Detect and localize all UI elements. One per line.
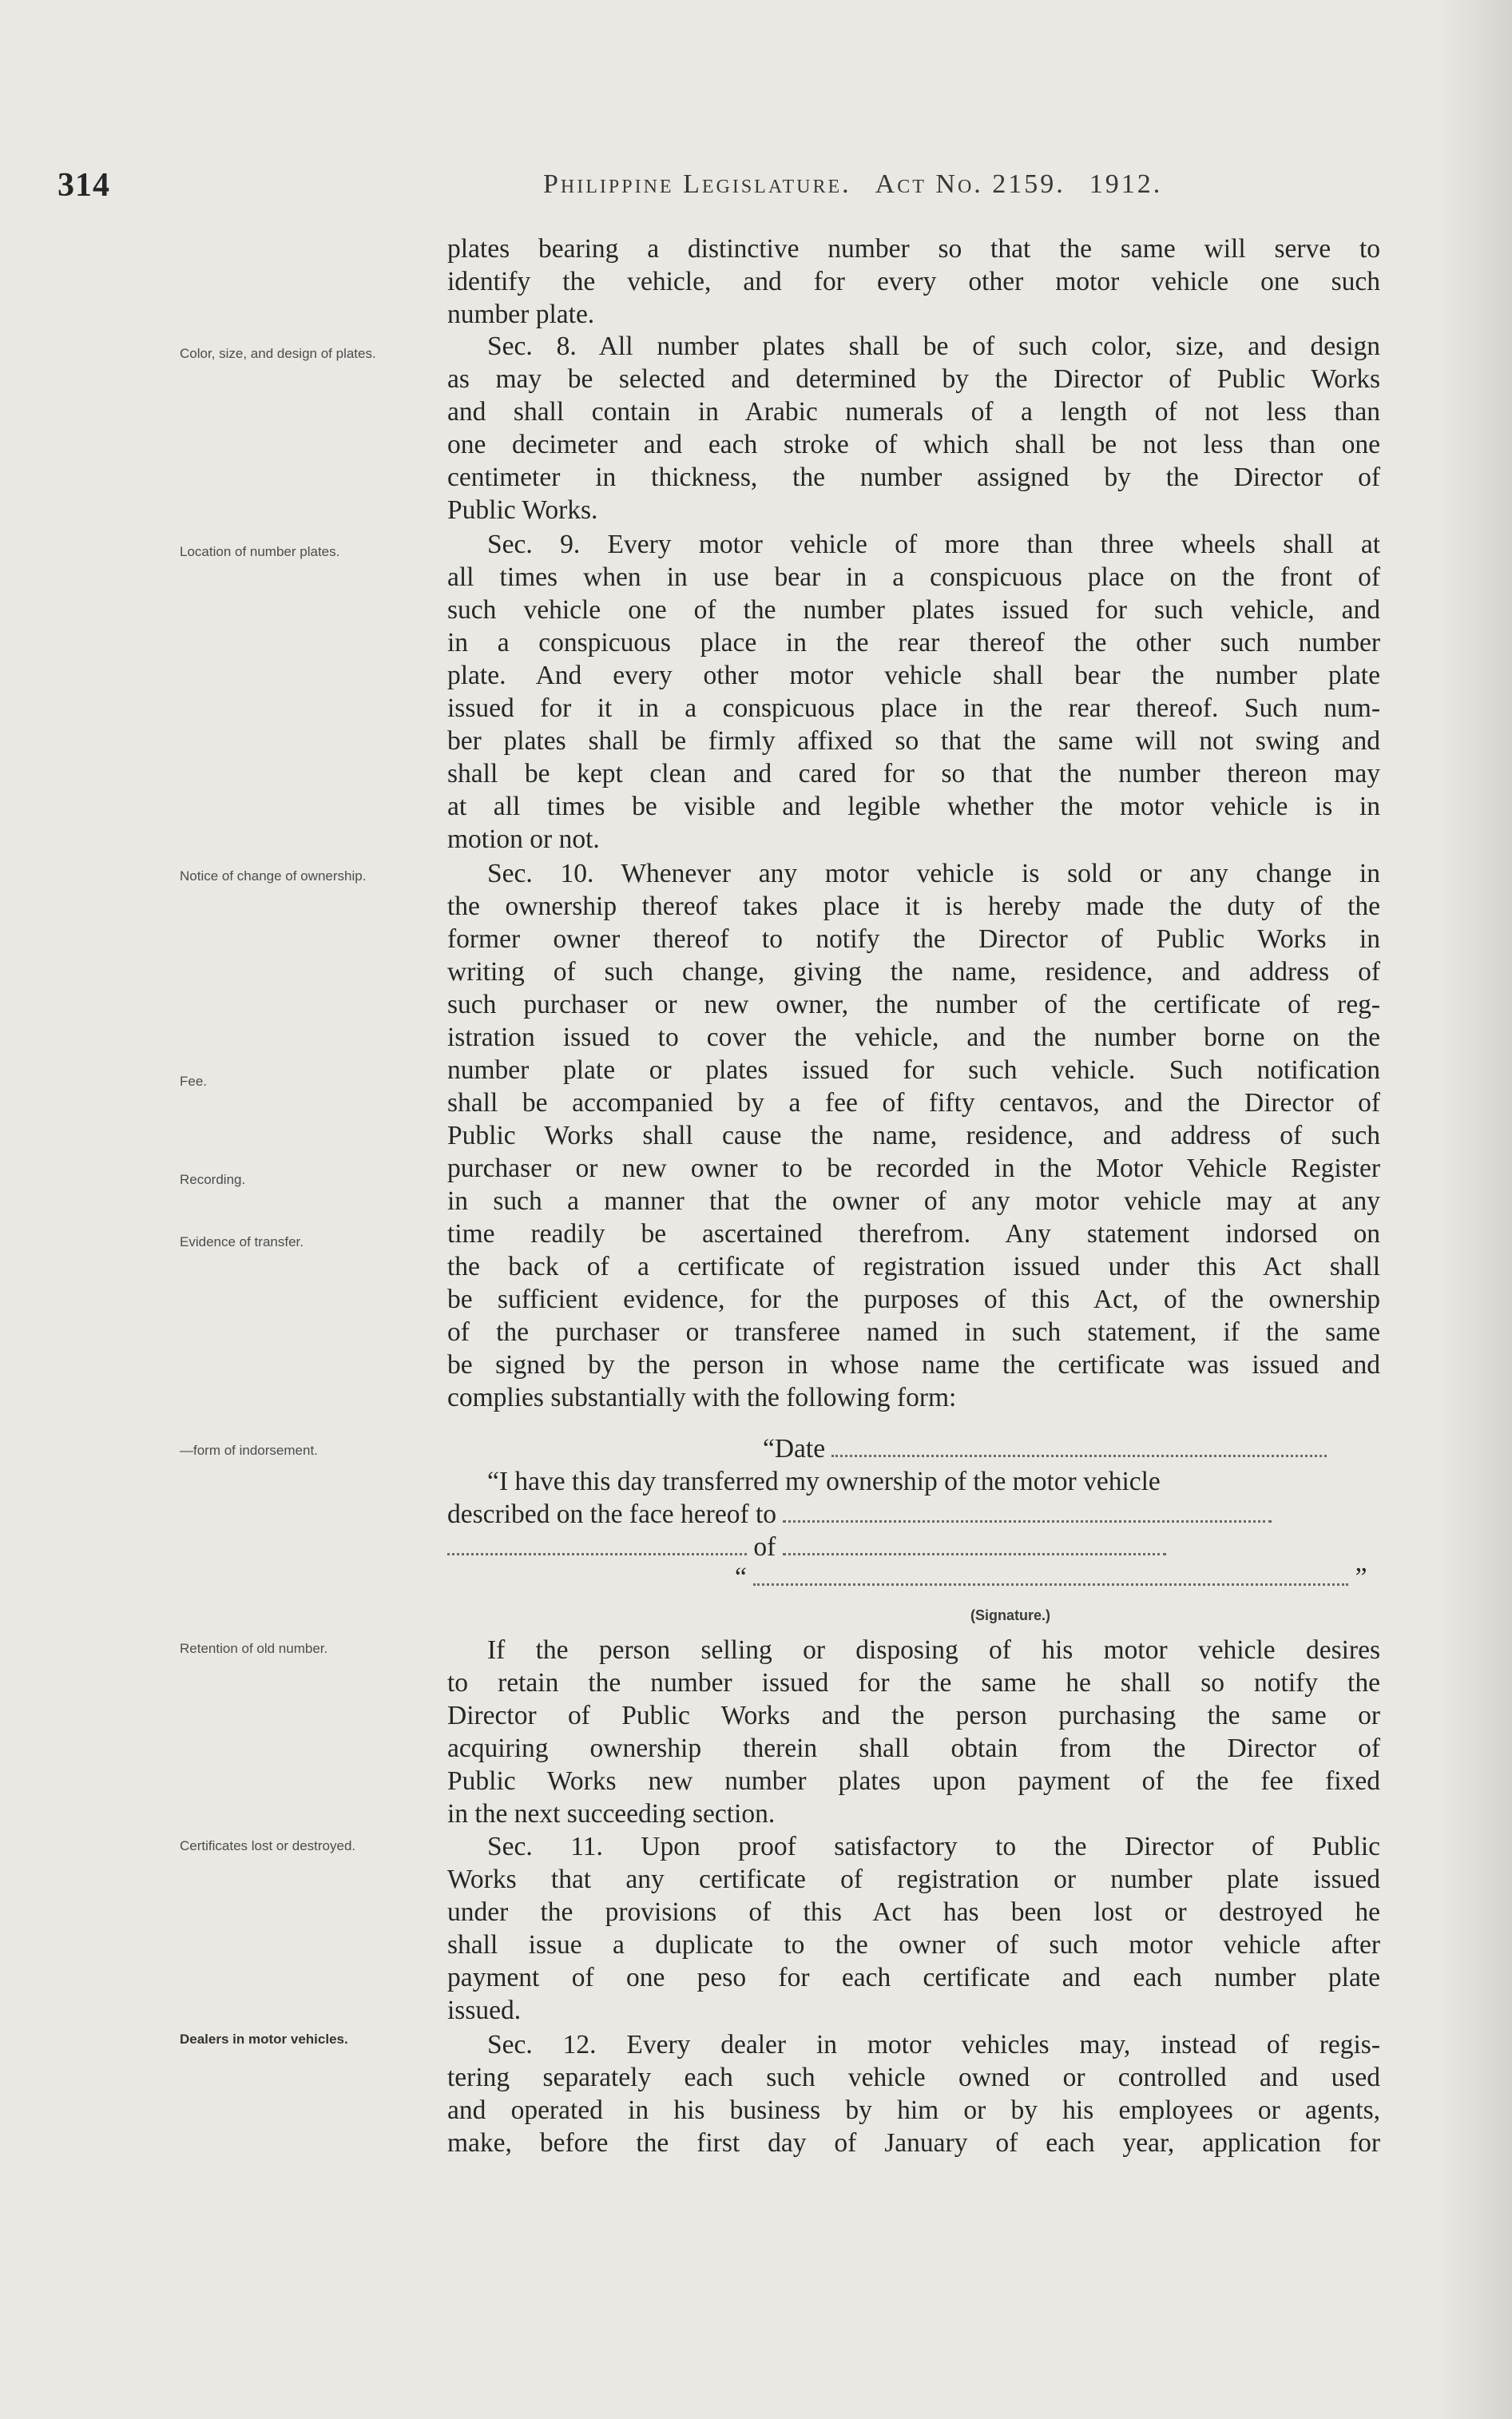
body-line: be sufficient evidence, for the purposes of this Act, of the ownership bbox=[447, 1285, 1380, 1314]
body-line: writing of such change, giving the name, residence, and address of bbox=[447, 957, 1380, 987]
body-line: centimeter in thickness, the number assigned by the Director of bbox=[447, 463, 1380, 492]
body-line: under the provisions of this Act has been lost or destroyed he bbox=[447, 1897, 1380, 1927]
body-line: acquiring ownership therein shall obtain from the Director of bbox=[447, 1734, 1380, 1763]
body-line-sec-9: Sec. 9. Every motor vehicle of more than three wheels shall at bbox=[487, 530, 1380, 559]
running-head-title: Philippine Legislature. bbox=[543, 169, 851, 199]
form-transferee-blank bbox=[783, 1503, 1272, 1523]
body-line: as may be selected and determined by the Director of Public Works bbox=[447, 364, 1380, 394]
page-number: 314 bbox=[58, 167, 110, 204]
running-head bbox=[543, 169, 1186, 200]
margin-note-retention-old-number: Retention of old number. bbox=[180, 1641, 328, 1656]
form-described-label: described on the face hereof to bbox=[447, 1499, 777, 1529]
body-line: the ownership thereof takes place it is hereby made the duty of the bbox=[447, 892, 1380, 921]
margin-note-recording: Recording. bbox=[180, 1172, 246, 1187]
form-open-quote: “ bbox=[735, 1563, 747, 1592]
body-line: the back of a certificate of registration issued under this Act shall bbox=[447, 1252, 1380, 1281]
body-line: plate. And every other motor vehicle shall bear the number plate bbox=[447, 661, 1380, 690]
body-line: number plate or plates issued for such vehicle. Such notification bbox=[447, 1055, 1380, 1085]
body-line: shall be accompanied by a fee of fifty centavos, and the Director of bbox=[447, 1088, 1380, 1118]
body-line: time readily be ascertained therefrom. Any statement indorsed on bbox=[447, 1219, 1380, 1249]
running-head-act: Act No. 2159. bbox=[875, 169, 1066, 199]
form-date-label: “Date bbox=[763, 1434, 826, 1464]
form-address-blank bbox=[783, 1535, 1166, 1555]
body-line-sec-10: Sec. 10. Whenever any motor vehicle is sold or any change in bbox=[487, 859, 1380, 888]
body-line: ber plates shall be firmly affixed so that the same will not swing and bbox=[447, 726, 1380, 756]
body-line: istration issued to cover the vehicle, and the number borne on the bbox=[447, 1023, 1380, 1052]
body-line-retention: If the person selling or disposing of his motor vehicle desires bbox=[487, 1635, 1380, 1665]
margin-note-fee: Fee. bbox=[180, 1074, 208, 1089]
body-line: shall issue a duplicate to the owner of such motor vehicle after bbox=[447, 1930, 1380, 1960]
running-head-year: 1912. bbox=[1089, 169, 1163, 199]
margin-note-form-of-indorsement: —form of indorsement. bbox=[180, 1443, 318, 1458]
body-line: and operated in his business by him or by his employees or agents, bbox=[447, 2095, 1380, 2125]
body-line: plates bearing a distinctive number so that the same will serve to bbox=[447, 234, 1380, 264]
form-line-3 bbox=[447, 1531, 1166, 1563]
form-line-1: “I have this day transferred my ownership of the motor vehicle bbox=[487, 1467, 1161, 1496]
margin-note-notice-change-ownership: Notice of change of ownership. bbox=[180, 868, 367, 884]
body-line: in the next succeeding section. bbox=[447, 1799, 776, 1829]
margin-note-color-size-design: Color, size, and design of plates. bbox=[180, 346, 376, 361]
body-line: number plate. bbox=[447, 300, 595, 329]
body-line: and shall contain in Arabic numerals of a length of not less than bbox=[447, 397, 1380, 427]
body-line: such vehicle one of the number plates issued for such vehicle, and bbox=[447, 595, 1380, 625]
body-line: purchaser or new owner to be recorded in the Motor Vehicle Register bbox=[447, 1154, 1380, 1183]
body-line: in a conspicuous place in the rear thereof the other such number bbox=[447, 628, 1380, 657]
form-signature-label: (Signature.) bbox=[970, 1607, 1051, 1623]
body-line-sec-8: Sec. 8. All number plates shall be of such color, size, and design bbox=[487, 332, 1380, 361]
body-line: shall be kept clean and cared for so that the number thereon may bbox=[447, 759, 1380, 788]
body-line: motion or not. bbox=[447, 824, 600, 854]
form-close-quote: ” bbox=[1355, 1563, 1367, 1592]
body-line: make, before the first day of January of each year, application for bbox=[447, 2128, 1380, 2158]
body-line: tering separately each such vehicle owned or controlled and used bbox=[447, 2063, 1380, 2092]
margin-note-evidence-of-transfer: Evidence of transfer. bbox=[180, 1234, 304, 1249]
body-line: of the purchaser or transferee named in such statement, if the same bbox=[447, 1317, 1380, 1347]
margin-note-location-number-plates: Location of number plates. bbox=[180, 544, 340, 559]
margin-note-certificates-lost: Certificates lost or destroyed. bbox=[180, 1838, 356, 1853]
body-line: payment of one peso for each certificate and each number plate bbox=[447, 1963, 1380, 1992]
body-line: identify the vehicle, and for every other motor vehicle one such bbox=[447, 267, 1380, 296]
form-signature-line bbox=[735, 1562, 1367, 1594]
body-line: issued for it in a conspicuous place in the rear thereof. Such num- bbox=[447, 693, 1380, 723]
form-line-2 bbox=[447, 1499, 1272, 1531]
body-line: such purchaser or new owner, the number of the certificate of reg- bbox=[447, 990, 1380, 1019]
body-line: in such a manner that the owner of any motor vehicle may at any bbox=[447, 1186, 1380, 1216]
body-line-sec-11: Sec. 11. Upon proof satisfactory to the Director of Public bbox=[487, 1832, 1380, 1861]
body-line: at all times be visible and legible whether the motor vehicle is in bbox=[447, 792, 1380, 821]
form-name-blank bbox=[447, 1535, 747, 1555]
body-line: Director of Public Works and the person purchasing the same or bbox=[447, 1701, 1380, 1730]
form-date-line bbox=[763, 1433, 1327, 1465]
body-line: all times when in use bear in a conspicuous place on the front of bbox=[447, 562, 1380, 592]
form-signature-blank bbox=[753, 1566, 1348, 1586]
body-line: Public Works. bbox=[447, 495, 598, 525]
page-edge-shadow bbox=[1440, 0, 1512, 2419]
body-line: Public Works shall cause the name, residence, and address of such bbox=[447, 1121, 1380, 1150]
body-line-sec-12: Sec. 12. Every dealer in motor vehicles may, instead of regis- bbox=[487, 2030, 1380, 2060]
body-line: Public Works new number plates upon payment of the fee fixed bbox=[447, 1766, 1380, 1796]
form-date-blank bbox=[831, 1437, 1327, 1457]
margin-note-dealers-motor-vehicles: Dealers in motor vehicles. bbox=[180, 2032, 348, 2047]
body-line: complies substantially with the following form: bbox=[447, 1383, 957, 1412]
body-line: issued. bbox=[447, 1996, 522, 2025]
form-of-label: of bbox=[753, 1532, 776, 1562]
body-line: Works that any certificate of registration or number plate issued bbox=[447, 1865, 1380, 1894]
body-line: one decimeter and each stroke of which shall be not less than one bbox=[447, 430, 1380, 459]
body-line: be signed by the person in whose name the certificate was issued and bbox=[447, 1350, 1380, 1380]
body-line: former owner thereof to notify the Director of Public Works in bbox=[447, 924, 1380, 954]
body-line: to retain the number issued for the same he shall so notify the bbox=[447, 1668, 1380, 1698]
